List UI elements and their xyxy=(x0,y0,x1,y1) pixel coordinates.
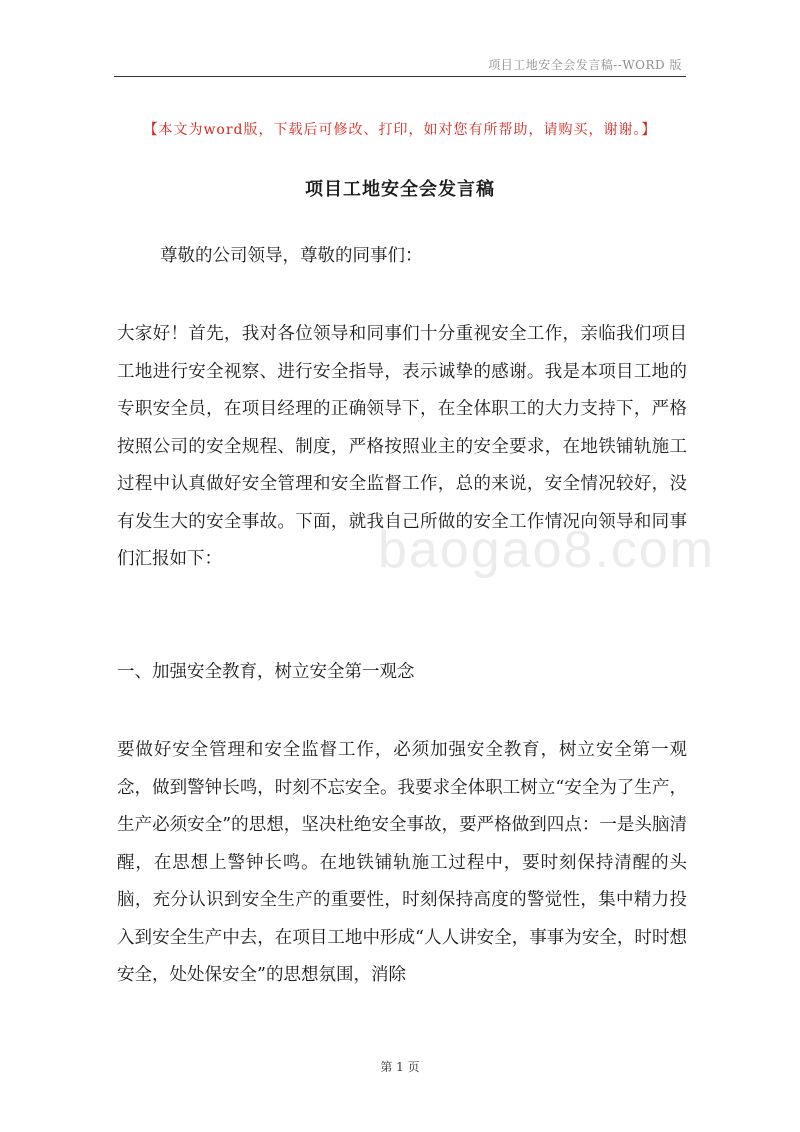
header-divider xyxy=(114,76,686,77)
section-heading-1: 一、加强安全教育，树立安全第一观念 xyxy=(117,662,415,682)
salutation: 尊敬的公司领导，尊敬的同事们： xyxy=(160,246,423,266)
purchase-notice: 【本文为word版，下载后可修改、打印，如对您有所帮助，请购买，谢谢。】 xyxy=(143,122,657,138)
running-header-title: 项目工地安全会发言稿--WORD 版 xyxy=(488,58,682,72)
page-number: 第 1 页 xyxy=(380,1060,420,1074)
body-paragraph-intro: 大家好！首先，我对各位领导和同事们十分重视安全工作，亲临我们项目工地进行安全视察、进行安全指导，表示诚挚的感谢。我是本项目工地的专职安全员，在项目经理的正确领导下，在全体职工的大力支持下，严格按照公司的安全规程、制度，严格按照业主的安全要求，在地铁铺轨施工过程中认真做好安全管理和安全监督工作，总的来说，安全情况较好，没有发生大的安全事故。下面，就我自己所做的安全工作情况向领导和同事们汇报如下： xyxy=(117,324,687,569)
document-title: 项目工地安全会发言稿 xyxy=(305,179,495,200)
body-paragraph-section-1: 要做好安全管理和安全监督工作，必须加强安全教育，树立安全第一观念，做到警钟长鸣，时刻不忘安全。我要求全体职工树立“安全为了生产，生产必须安全”的思想，坚决杜绝安全事故，要严格做到四点：一是头脑清醒，在思想上警钟长鸣。在地铁铺轨施工过程中，要时刻保持清醒的头脑，充分认识到安全生产的重要性，时刻保持高度的警觉性，集中精力投入到安全生产中去，在项目工地中形成“人人讲安全，事事为安全，时时想安全，处处保安全”的思想氛围，消除 xyxy=(117,740,687,985)
watermark: baogao8.com xyxy=(378,521,716,579)
